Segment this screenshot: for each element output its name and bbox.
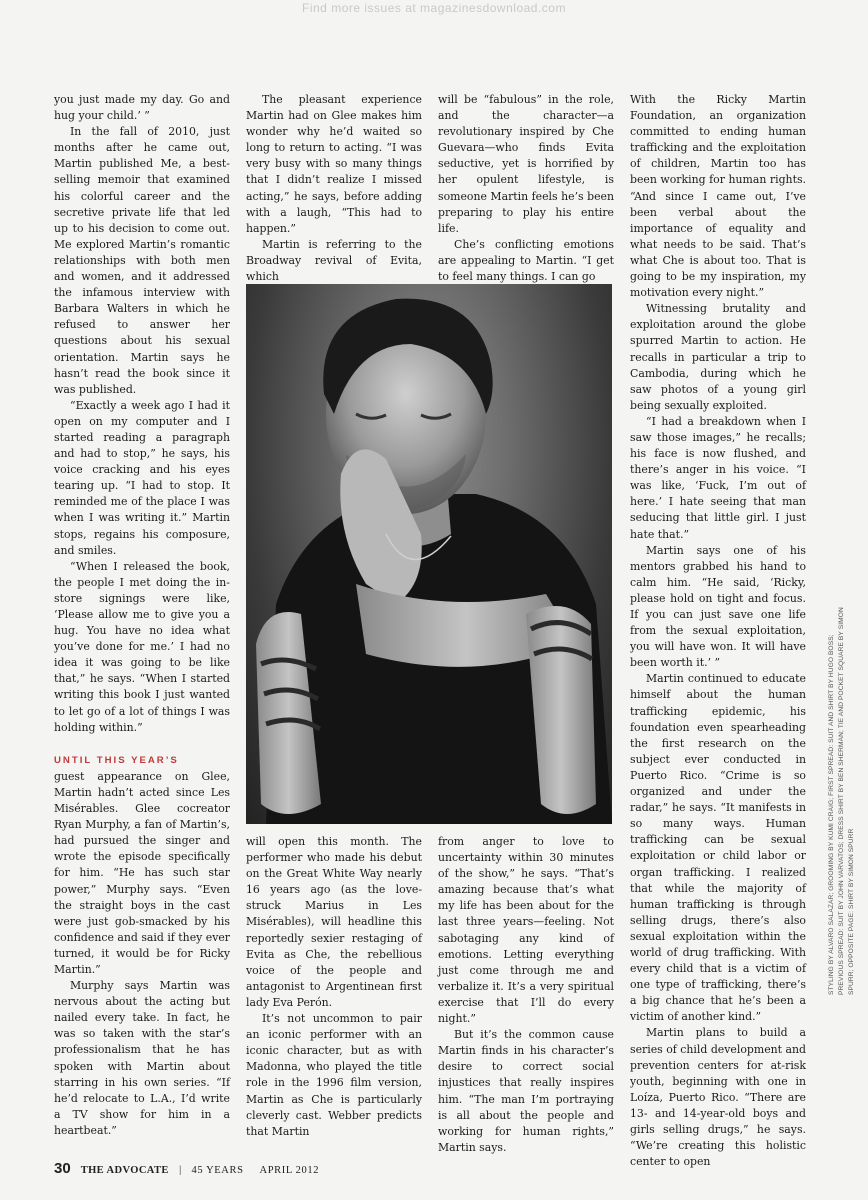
magazine-name: THE ADVOCATE: [80, 1165, 169, 1176]
paragraph: With the Ricky Martin Foundation, an organization committed to ending human trafficking and the exploitation of children, Martin too has been working for human rights. “And since I came out, I’ve been verbal about the importance of equality and what needs to be said. That’s what Che is about too. That is going to be my inspiration, my motivation every night.”: [630, 93, 806, 300]
article-column-4: [630, 92, 806, 1170]
page-number: 30: [54, 1160, 71, 1177]
paragraph: will open this month. The performer who made his debut on the Great White Way nearly 16 years ago (as the love-struck Marius in Les Misérables), will headline this reportedly sexier restaging of Evita as Che, the rebellious voice of the people and antagonist to Argentinean first lady Eva Perón.: [246, 835, 422, 1009]
paragraph: In the fall of 2010, just months after he came out, Martin published Me, a best-selling memoir that examined his colorful career and the secretive private life that led up to his decision to come out. Me explored Martin’s romantic relationships with both men and women, and it addressed the infamous interview with Barbara Walters in which he refused to answer her questions about his sexual orientation. Martin says he hasn’t read the book since it was published.: [54, 125, 230, 396]
footer-separator: |: [178, 1164, 182, 1176]
paragraph: It’s not uncommon to pair an iconic performer with an iconic character, but as with Madonna, who played the title role in the 1996 film version, Martin as Che is particularly cleverly cast. Webber predicts that Martin: [246, 1012, 422, 1138]
paragraph: Martin is referring to the Broadway revival of Evita, which: [246, 237, 422, 284]
photo-credit: STYLING BY ALVARO SALAZAR; GROOMING BY KUMI CRAIG; FIRST SPREAD: SUIT AND SHIRT BY HUGO BOSS; PREVIOUS SPREAD: SUIT BY JOHN VARVATOS; DRESS SHIRT BY BEN SHERMAN; TIE AND POCKET SQUARE BY SIMON SPURR; OPPOSITE PAGE: SHIRT BY SIMON SPURR: [828, 607, 855, 995]
article-column-1: [54, 92, 230, 1139]
paragraph: The pleasant experience Martin had on Glee makes him wonder why he’d waited so long to return to acting. “I was very busy with so many things that I didn’t realize I missed acting,” he says, before adding with a laugh, “This had to happen.”: [246, 93, 422, 235]
article-column-3-top: [438, 92, 614, 285]
paragraph: guest appearance on Glee, Martin hadn’t acted since Les Misérables. Glee cocreator Ryan Murphy, a fan of Martin’s, had pursued the singer and wrote the episode specifically for him. “He has such star power,” Murphy says. “Even the straight boys in the cast were just gob-smacked by his confidence and said if they ever turned, it would be for Ricky Martin.”: [54, 769, 230, 976]
paragraph: “I had a breakdown when I saw those images,” he recalls; his face is now flushed, and there’s anger in his voice. “I was like, ‘Fuck, I’m out of here.’ I hate seeing that man seducing that little girl. I just hate that.”: [630, 414, 806, 541]
portrait-illustration: [246, 284, 612, 824]
portrait-photo: [246, 284, 612, 824]
watermark: Find more issues at magazinesdownload.com: [302, 1, 566, 15]
article-column-2-top: [246, 92, 422, 285]
paragraph: Martin continued to educate himself about the human trafficking epidemic, his foundation even spearheading the first research on the subject ever conducted in Puerto Rico. “Crime is so organized and under the radar,” he says. “It manifests in so many ways. Human trafficking can be sexual exploitation or child labor or organ trafficking. I realized that while the majority of human trafficking is through selling drugs, there’s also sexual exploitation within the world of drug trafficking. With every child that is a victim of one type of trafficking, there’s a big chance that he’s been a victim of another kind.”: [630, 672, 806, 1024]
paragraph: Murphy says Martin was nervous about the acting but nailed every take. In fact, he was so taken with the star’s professionalism that he has spoken with Martin about starring in his own series. “If he’d relocate to L.A., I’d write a TV show for him in a heartbeat.”: [54, 979, 230, 1137]
article-column-3-bottom: [438, 834, 614, 1156]
paragraph: “When I released the book, the people I met doing the in-store signings were like, ‘Please allow me to give you a hug. You have no idea what you’ve done for me.’ I had no idea it was going to be like that,” he says. “When I started writing this book I just wanted to let go of a lot of things I was holding within.”: [54, 559, 230, 734]
section-kicker: UNTIL THIS YEAR’S: [54, 754, 179, 766]
paragraph: Witnessing brutality and exploitation around the globe spurred Martin to action. He recalls in particular a trip to Cambodia, during which he saw photos of a young girl being sexually exploited.: [630, 302, 806, 412]
page-footer: [54, 1160, 319, 1177]
paragraph: will be “fabulous” in the role, and the character—a revolutionary inspired by Che Guevara—who finds Evita seductive, yet is horrified by her opulent lifestyle, is someone Martin feels he’s been preparing to play his entire life.: [438, 93, 614, 235]
footer-years: 45 YEARS: [191, 1165, 244, 1176]
paragraph: you just made my day. Go and hug your child.’ ”: [54, 93, 230, 123]
article-column-2-bottom: [246, 834, 422, 1140]
paragraph: from anger to love to uncertainty within 30 minutes of the show,” he says. “That’s amazing because that’s what my life has been about for the last three years—feeling. Not sabotaging any kind of emotions. Letting everything just come through me and verbalize it. It’s a very spiritual exercise that I’ll do every night.”: [438, 835, 614, 1026]
paragraph: “Exactly a week ago I had it open on my computer and I started reading a paragraph and had to stop,” he says, his voice cracking and his eyes tearing up. “I had to stop. It reminded me of the place I was when I was writing it.” Martin stops, regains his composure, and smiles.: [54, 398, 230, 557]
paragraph: But it’s the common cause Martin finds in his character’s desire to correct social injustices that really inspires him. “The man I’m portraying is all about the people and working for human rights,” Martin says.: [438, 1028, 614, 1154]
paragraph: Martin says one of his mentors grabbed his hand to calm him. “He said, ‘Ricky, please hold on tight and focus. If you can just save one life from the sexual exploitation, you will have won. It will have been worth it.’ ”: [630, 543, 806, 670]
paragraph: Martin plans to build a series of child development and prevention centers for at-risk youth, beginning with one in Loíza, Puerto Rico. “There are 13- and 14-year-old boys and girls selling drugs,” he says. “We’re creating this holistic center to open: [630, 1026, 806, 1169]
paragraph: Che’s conflicting emotions are appealing to Martin. “I get to feel many things. I can go: [438, 237, 614, 284]
issue-date: APRIL 2012: [259, 1165, 320, 1176]
